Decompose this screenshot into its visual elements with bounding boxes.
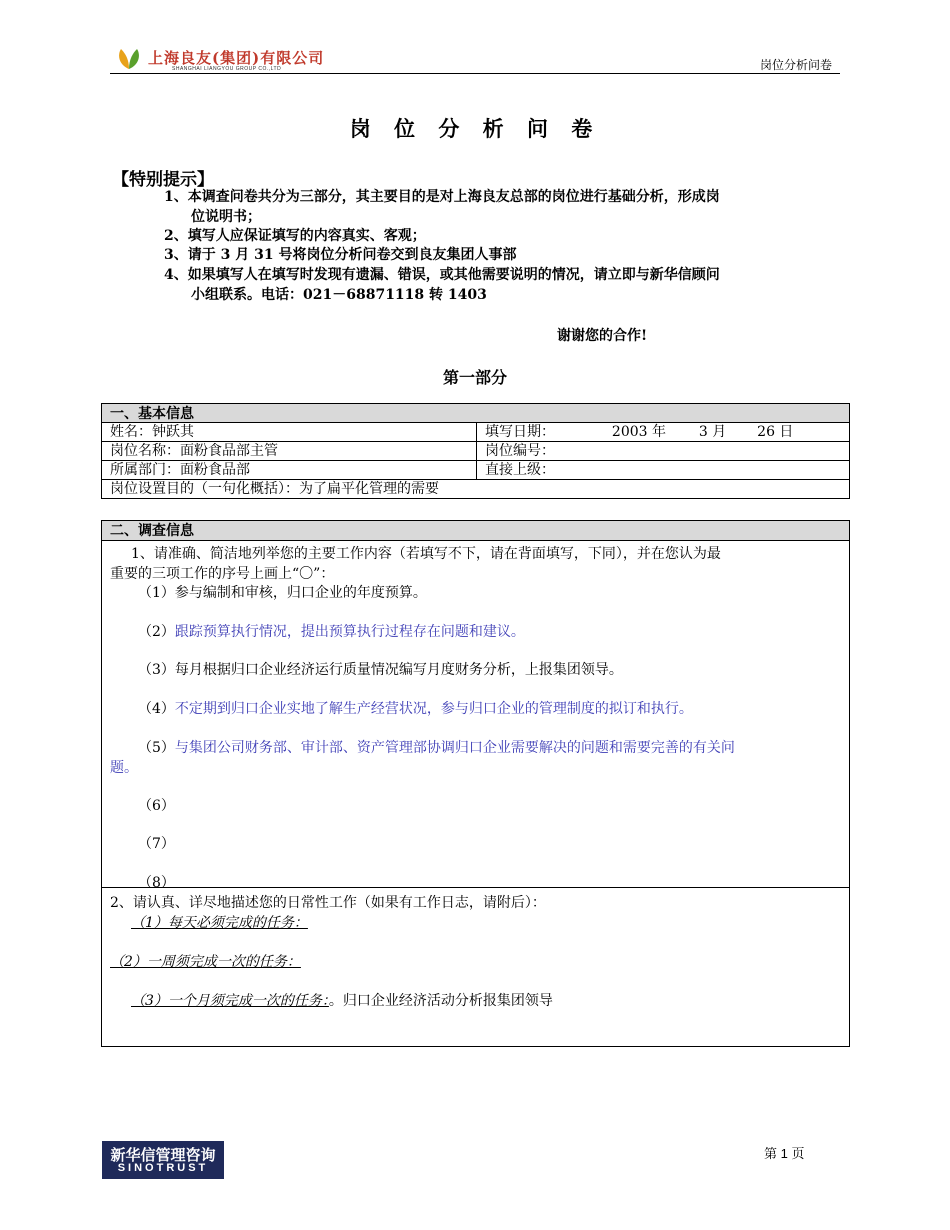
basic-info-table [101, 403, 850, 499]
sinotrust-logo [102, 1141, 224, 1179]
fill-date-day: 26 日 [757, 424, 794, 440]
survey-divider [102, 887, 849, 888]
weekly-task-label[interactable]: （2）一周须完成一次的任务： [110, 954, 301, 970]
notice-line: 1、本调查问卷共分为三部分，其主要目的是对上海良友总部的岗位进行基础分析，形成岗 [164, 189, 720, 205]
question-2: 2、请认真、详尽地描述您的日常性工作（如果有工作日志，请附后）： [110, 895, 546, 911]
basic-info-heading: 一、基本信息 [102, 404, 850, 423]
part-title: 第一部分 [442, 368, 507, 387]
item-number: （3） [138, 662, 175, 678]
item-number: （4） [138, 701, 175, 717]
company-name-en: SHANGHAI LIANGYOU GROUP CO.,LTD [172, 66, 282, 72]
work-item-4[interactable] [138, 698, 693, 718]
header-doc-label: 岗位分析问卷 [760, 58, 833, 72]
notice-line: 小组联系。电话：021－68871118 转 1403 [191, 287, 487, 303]
work-item-3[interactable] [138, 659, 623, 679]
header-divider [110, 73, 840, 74]
page-number: 第 1 页 [764, 1146, 805, 1161]
position-purpose-field[interactable]: 岗位设置目的（一句化概括）：为了扁平化管理的需要 [102, 480, 850, 499]
company-logo-icon [116, 47, 142, 71]
position-name-field[interactable]: 岗位名称：面粉食品部主管 [102, 442, 477, 461]
department-field[interactable]: 所属部门：面粉食品部 [102, 461, 477, 480]
question-1-line1: 1、请准确、简洁地列举您的主要工作内容（若填写不下，请在背面填写，下同），并在您认为最 [131, 546, 721, 562]
work-item-7[interactable]: （7） [138, 836, 175, 852]
notice-line: 3、请于 3 月 31 号将岗位分析问卷交到良友集团人事部 [164, 247, 517, 263]
work-item-5[interactable] [138, 737, 735, 757]
item-number: （1） [138, 585, 175, 601]
company-name-cn: 上海良友(集团)有限公司 [148, 49, 325, 67]
sinotrust-logo-cn: 新华信管理咨询 [110, 1147, 216, 1164]
work-item-5-cont: 题。 [110, 760, 138, 776]
question-1-line2: 重要的三项工作的序号上画上“〇”： [110, 566, 335, 582]
item-text: 跟踪预算执行情况，提出预算执行过程存在问题和建议。 [174, 624, 525, 640]
work-item-1[interactable] [138, 582, 427, 602]
work-item-6[interactable]: （6） [138, 798, 175, 814]
monthly-task-row[interactable] [131, 990, 553, 1010]
fill-date-year: 2003 年 [611, 424, 666, 440]
item-text: 与集团公司财务部、审计部、资产管理部协调归口企业需要解决的问题和需要完善的有关问 [174, 740, 735, 756]
work-item-8[interactable]: （8） [138, 875, 175, 891]
survey-heading: 二、调查信息 [102, 521, 849, 541]
page-title: 岗 位 分 析 问 卷 [349, 116, 601, 141]
sinotrust-logo-en: SINOTRUST [117, 1162, 209, 1174]
item-number: （2） [138, 624, 175, 640]
daily-task-label[interactable]: （1）每天必须完成的任务： [131, 915, 308, 931]
item-text: 参与编制和审核，归口企业的年度预算。 [174, 585, 427, 601]
notice-line: 2、填写人应保证填写的内容真实、客观； [164, 228, 426, 244]
item-text: 不定期到归口企业实地了解生产经营状况，参与归口企业的管理制度的拟订和执行。 [174, 701, 693, 717]
notice-heading: 【特别提示】 [112, 170, 214, 189]
item-text: 每月根据归口企业经济运行质量情况编写月度财务分析，上报集团领导。 [174, 662, 623, 678]
work-item-2[interactable] [138, 621, 525, 641]
fill-date-month: 3 月 [698, 424, 727, 440]
notice-line: 位说明书； [191, 209, 261, 225]
item-number: （5） [138, 740, 175, 756]
thanks-note: 谢谢您的合作! [557, 328, 648, 344]
fill-date-label: 填写日期： [485, 424, 555, 440]
position-code-field[interactable]: 岗位编号： [477, 442, 850, 461]
notice-line: 4、如果填写人在填写时发现有遗漏、错误，或其他需要说明的情况，请立即与新华信顾问 [164, 267, 720, 283]
fill-date-field[interactable] [477, 423, 850, 442]
monthly-task-label: （3）一个月须完成一次的任务： [131, 993, 329, 1009]
monthly-task-answer: 。归口企业经济活动分析报集团领导 [328, 993, 553, 1009]
name-field[interactable]: 姓名：钟跃其 [102, 423, 477, 442]
superior-field[interactable]: 直接上级： [477, 461, 850, 480]
